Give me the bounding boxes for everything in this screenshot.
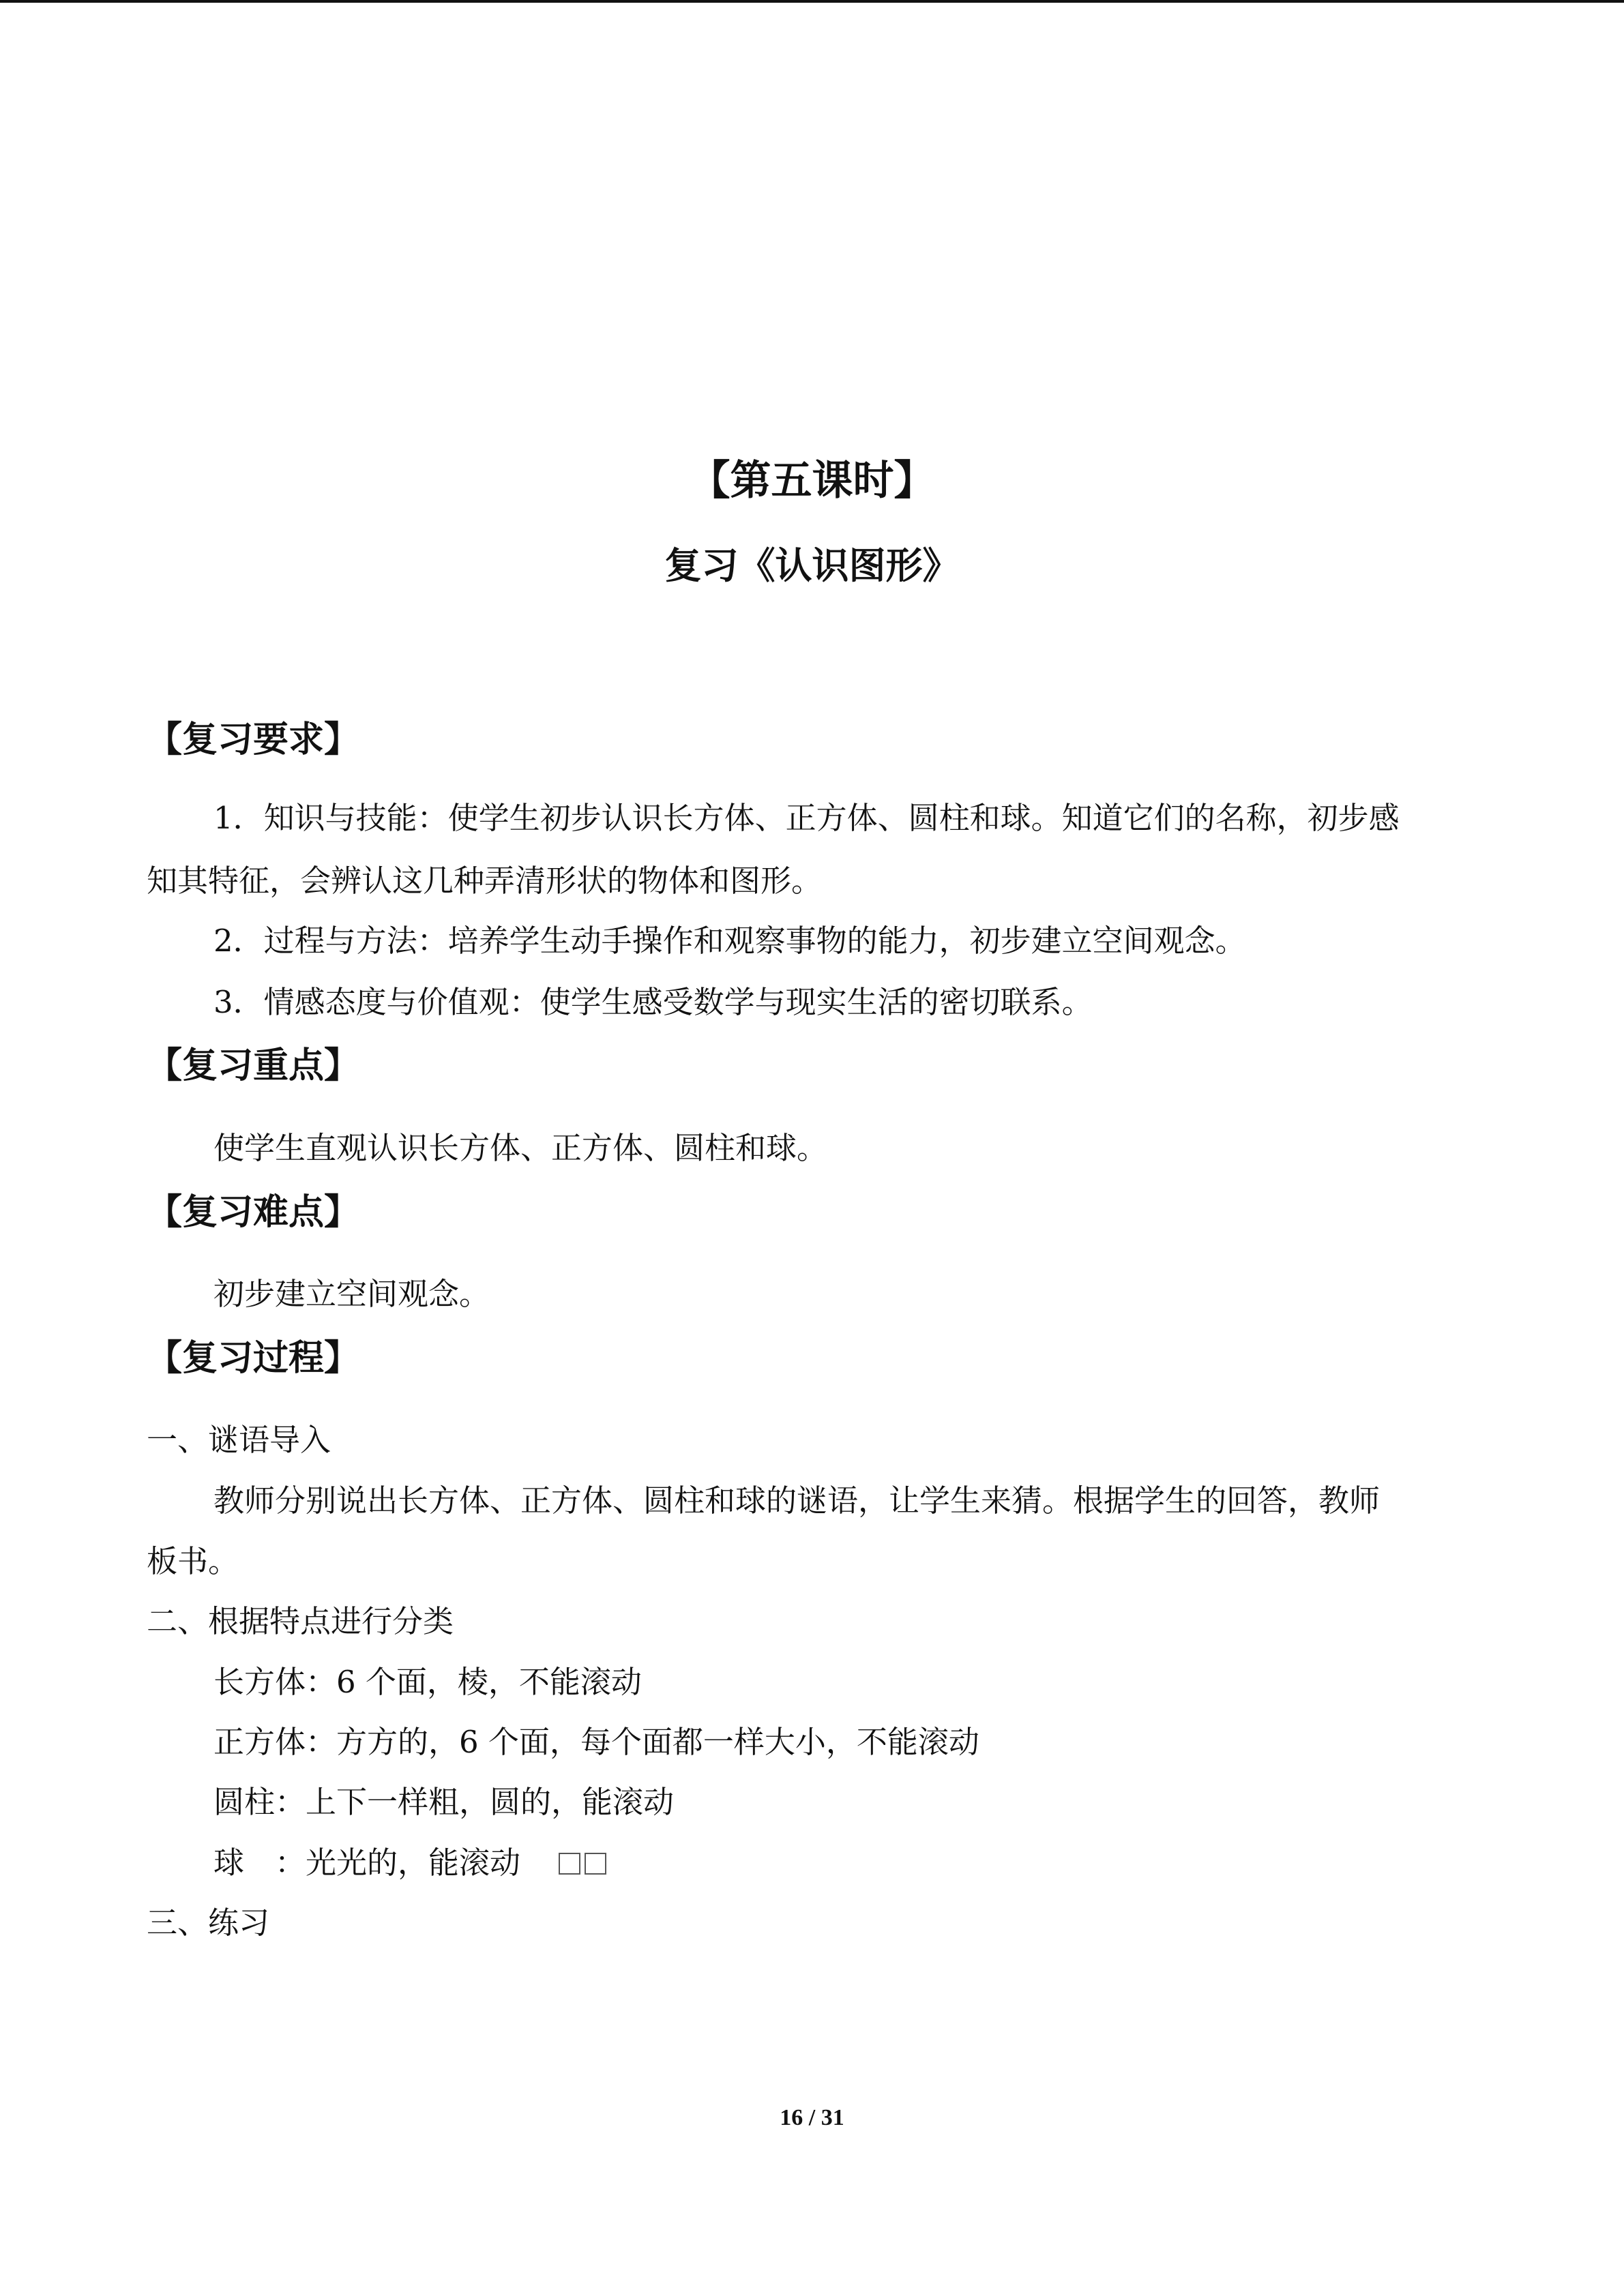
process-step-1-title: 一、谜语导入 <box>147 1422 331 1458</box>
process-step-1-line-2: 板书。 <box>147 1543 239 1579</box>
process-heading: 【复习过程】 <box>147 1338 360 1379</box>
page-number: 16 / 31 <box>780 2105 844 2130</box>
top-border <box>0 0 1624 3</box>
requirements-heading: 【复习要求】 <box>147 719 360 760</box>
process-step-1-line-1: 教师分别说出长方体、正方体、圆柱和球的谜语，让学生来猜。根据学生的回答，教师 <box>213 1482 1381 1519</box>
difficulties-heading: 【复习难点】 <box>147 1192 360 1233</box>
requirement-item-3: 3．情感态度与价值观：使学生感受数学与现实生活的密切联系。 <box>213 984 1093 1020</box>
requirement-item-1-line-1: 1．知识与技能：使学生初步认识长方体、正方体、圆柱和球。知道它们的名称，初步感 <box>213 800 1400 836</box>
process-step-2-title: 二、根据特点进行分类 <box>147 1603 454 1639</box>
difficulties-text: 初步建立空间观念。 <box>213 1276 490 1312</box>
lesson-title: 【第五课时】 <box>689 457 935 505</box>
key-points-text: 使学生直观认识长方体、正方体、圆柱和球。 <box>213 1130 828 1166</box>
cuboid-description: 长方体：6 个面，棱，不能滚动 <box>213 1664 642 1700</box>
cylinder-description: 圆柱：上下一样粗，圆的，能滚动 <box>213 1784 675 1820</box>
requirement-item-1-line-2: 知其特征，会辨认这几种弄清形状的物体和图形。 <box>147 863 823 899</box>
process-step-3-title: 三、练习 <box>147 1905 270 1941</box>
requirement-item-2: 2．过程与方法：培养学生动手操作和观察事物的能力，初步建立空间观念。 <box>213 923 1246 959</box>
sphere-description <box>213 1843 606 1883</box>
sphere-description-text: 球 ：光光的，能滚动 <box>213 1845 521 1881</box>
placeholder-box-icon <box>585 1853 606 1875</box>
lesson-subtitle: 复习《认识图形》 <box>664 544 960 587</box>
placeholder-box-icon <box>559 1853 580 1875</box>
cube-description: 正方体：方方的，6 个面，每个面都一样大小，不能滚动 <box>213 1724 979 1760</box>
key-points-heading: 【复习重点】 <box>147 1045 360 1086</box>
